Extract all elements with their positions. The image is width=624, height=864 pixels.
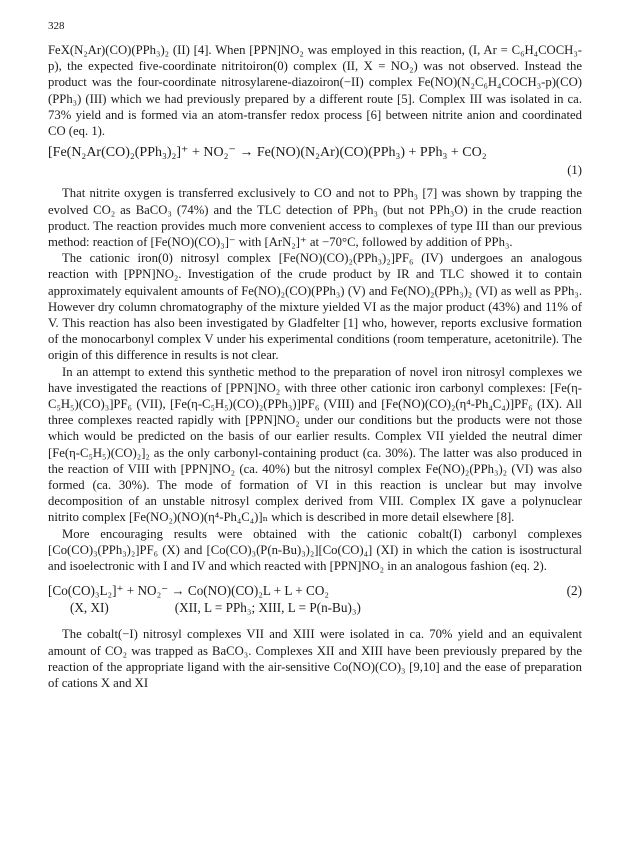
equation-1: [Fe(N₂Ar(CO)₂(PPh₃)₂]⁺ + NO₂⁻ → Fe(NO)(N₂Ar)(CO)(PPh₃) + PPh₃ + CO₂ xyxy=(48,145,487,161)
paragraph-2: That nitrite oxygen is transferred exclusively to CO and not to PPh₃ [7] was shown by trapping the evolved CO₂ as BaCO₃ (74%) and the TLC detection of PPh₃ (but not PPh₃O) in the crude reaction product. The reaction provides much more convenient access to complexes of type III than our previous method: reaction of [Fe(NO)(CO)₃]⁻ with [ArN₂]⁺ at −70°C, followed by addition of PPh₃. xyxy=(48,186,582,250)
paragraph-1: FeX(N₂Ar)(CO)(PPh₃)₂ (II) [4]. When [PPN]NO₂ was employed in this reaction, (I, Ar = C₆H₄COCH₃-p), the expected five-coordinate nitritoiron(0) complex (II, X = NO₂) was not observed. Instead the product was the four-coordinate nitrosylarene-diazoiron(−II) complex Fe(NO)(N₂C₆H₄COCH₃-p)(CO)(PPh₃) (III) which we had previously prepared by a different route [5]. Complex III was isolated in ca. 73% yield and is formed via an atom-transfer redox process [6] between nitrite anion and coordinated CO (eq. 1). xyxy=(48,43,582,139)
paragraph-5: More encouraging results were obtained with the cationic cobalt(I) carbonyl complexes [Co(CO)₃(PPh₃)₂]PF₆ (X) and [Co(CO)₃(P(n-Bu)₃)₂][Co(CO)₄] (XI) in which the cation is isostructural and isoelectronic with I and IV and which reacted with [PPN]NO₂ in an analogous fashion (eq. 2). xyxy=(48,526,582,574)
paragraph-3: The cationic iron(0) nitrosyl complex [Fe(NO)(CO)₂(PPh₃)₂]PF₆ (IV) undergoes an analogous reaction with [PPN]NO₂. Investigation of the crude product by IR and TLC showed it to contain approximately equivalent amounts of Fe(NO)₂(CO)(PPh₃) (V) and Fe(NO)₂(PPh₃)₂ (VI) as well as PPh₃. However dry column chromatography of the mixture yielded VI as the major product (43%) and 11% of V. This reaction has also been investigated by Gladfelter [1] who, however, reports exclusive formation of the monocarbonyl complex V under his experimental conditions (room temperature, acetonitrile). The origin of this difference in results is not clear. xyxy=(48,251,582,363)
equation-1-number: (1) xyxy=(567,163,582,178)
equation-2-labels-text: (X, XI) (XII, L = PPh₃; XIII, L = P(n-Bu)₃) xyxy=(70,600,361,616)
article-body xyxy=(48,42,582,691)
equation-2 xyxy=(48,582,582,599)
page-number: 328 xyxy=(48,20,65,32)
paragraph-6: The cobalt(−I) nitrosyl complexes VII and XIII were isolated in ca. 70% yield and an equivalent amount of CO₂ was trapped as BaCO₃. Complexes XII and XIII have been previously prepared by the reaction of the appropriate ligand with the air-sensitive Co(NO)(CO)₃ [9,10] and the ease of preparation of cations X and XI xyxy=(48,627,582,690)
equation-2-number: (2) xyxy=(566,583,582,599)
paragraph-4: In an attempt to extend this synthetic method to the preparation of novel iron nitrosyl complexes we have investigated the reactions of [PPN]NO₂ with three other cationic iron carbonyl complexes: [Fe(η-C₅H₅)(CO)₃]PF₆ (VII), [Fe(η-C₅H₅)(CO)₂(PPh₃)]PF₆ (VIII) and [Fe(NO)(CO)₂(η⁴-Ph₄C₄)]PF₆ (IX). All three complexes reacted rapidly with [PPN]NO₂ under our conditions but the products were not those which would be predicted on the basis of our earlier results. Complex VII yielded the neutral dimer [Fe(η-C₅H₅)(CO)₂]₂ as the only carbonyl-containing product (ca. 30%). The latter was also produced in the reaction of VIII with [PPN]NO₂ (ca. 40%) but the nitrosyl complex Fe(NO)₂(PPh₃)₂ (VI) was also formed (ca. 30%). The mode of formation of VI in this reaction is unclear but may involve decomposition of an unstable nitrosyl complex derived from VIII. Complex IX gave a polynuclear nitrito complex [Fe(NO₂)(NO)(η⁴-Ph₄C₄)]ₙ which is described in more detail elsewhere [8]. xyxy=(48,364,582,525)
equation-2-labels xyxy=(48,599,582,616)
equation-2-text: [Co(CO)₃L₂]⁺ + NO₂⁻ → Co(NO)(CO)₂L + L + CO₂ xyxy=(48,583,329,599)
